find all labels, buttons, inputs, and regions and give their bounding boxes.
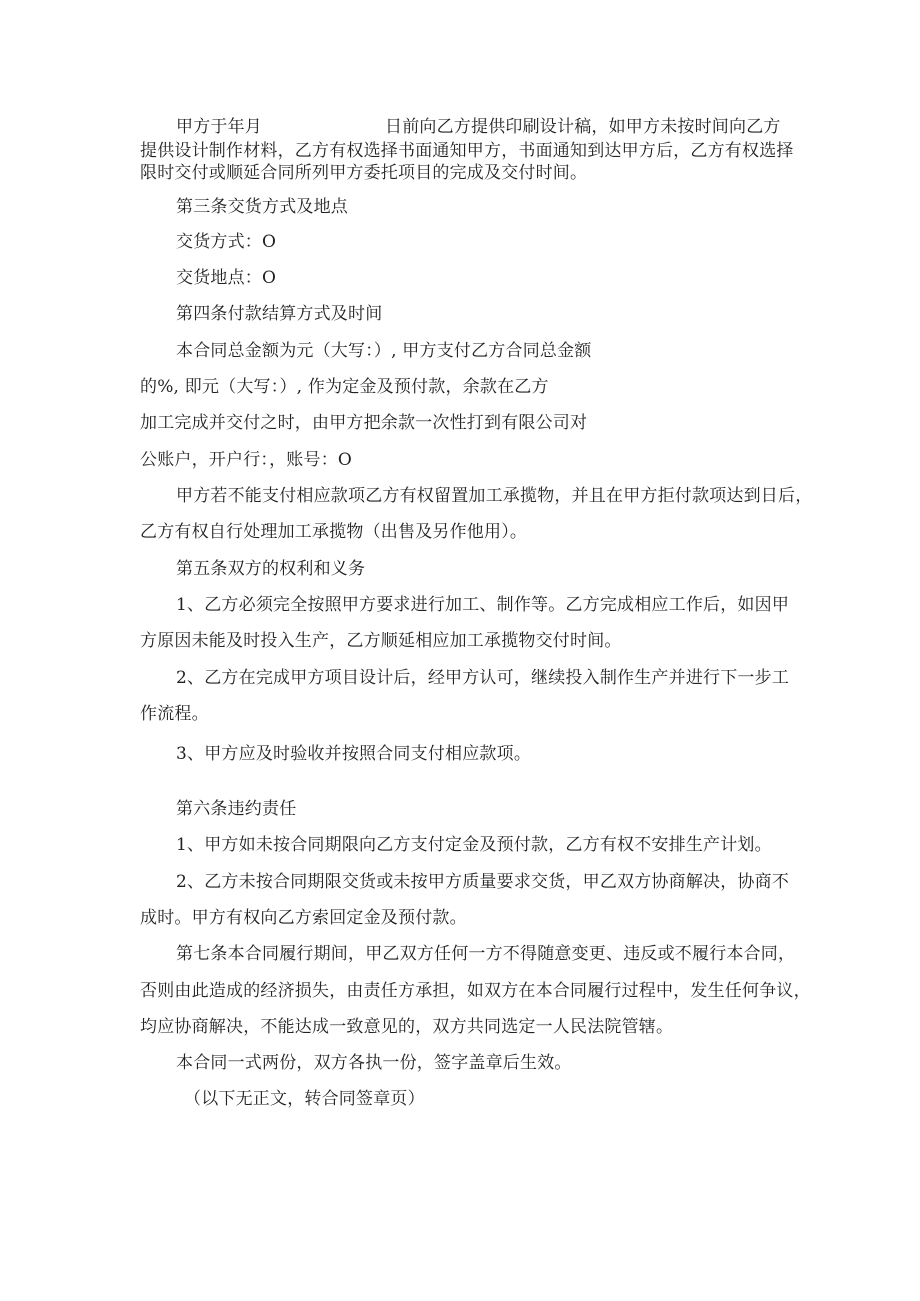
rights-item-2-line-1: 2、乙方在完成甲方项目设计后，经甲方认可，继续投入制作生产并进行下一步工 <box>176 668 790 688</box>
liability-item-2-line-2: 成时。甲方有权向乙方索回定金及预付款。 <box>140 908 467 928</box>
liability-item-1: 1、甲方如未按合同期限向乙方支付定金及预付款，乙方有权不安排生产计划。 <box>176 835 772 855</box>
paragraph-delivery-line-1a: 甲方于年月 <box>176 117 262 137</box>
delivery-place: 交货地点：O <box>176 268 277 288</box>
payment-line-5: 甲方若不能支付相应款项乙方有权留置加工承揽物，并且在甲方拒付款项达到日后， <box>176 486 813 506</box>
rights-item-3: 3、甲方应及时验收并按照合同支付相应款项。 <box>176 744 532 764</box>
article-5-title: 第五条双方的权利和义务 <box>176 559 366 579</box>
no-further-text-note: （以下无正文，转合同签章页） <box>184 1089 425 1109</box>
copies-clause: 本合同一式两份，双方各执一份，签字盖章后生效。 <box>176 1053 572 1073</box>
article-4-title: 第四条付款结算方式及时间 <box>176 304 383 324</box>
payment-line-4: 公账户，开户行：，账号：O <box>140 450 353 470</box>
paragraph-delivery-line-2: 提供设计制作材料，乙方有权选择书面通知甲方，书面通知到达甲方后，乙方有权选择 <box>140 141 794 161</box>
payment-line-6: 乙方有权自行处理加工承揽物（出售及另作他用）。 <box>140 522 528 542</box>
article-7-line-1: 第七条本合同履行期间，甲乙双方任何一方不得随意变更、违反或不履行本合同， <box>176 944 796 964</box>
article-7-line-3: 均应协商解决，不能达成一致意见的，双方共同选定一人民法院管辖。 <box>140 1017 674 1037</box>
payment-line-2: 的%, 即元（大写：）, 作为定金及预付款，余款在乙方 <box>140 377 549 397</box>
payment-line-3: 加工完成并交付之时，由甲方把余款一次性打到有限公司对 <box>140 413 588 433</box>
article-7-line-2: 否则由此造成的经济损失，由责任方承担，如双方在本合同履行过程中，发生任何争议， <box>140 981 811 1001</box>
paragraph-delivery-line-3: 限时交付或顺延合同所列甲方委托项目的完成及交付时间。 <box>140 163 588 183</box>
paragraph-delivery-line-1b: 日前向乙方提供印刷设计稿，如甲方未按时间向乙方 <box>385 117 781 137</box>
payment-line-1: 本合同总金额为元（大写：）, 甲方支付乙方合同总金额 <box>176 341 592 361</box>
delivery-method: 交货方式：O <box>176 232 277 252</box>
article-6-title: 第六条违约责任 <box>176 799 297 819</box>
rights-item-1-line-2: 方原因未能及时投入生产，乙方顺延相应加工承揽物交付时间。 <box>140 631 622 651</box>
rights-item-2-line-2: 作流程。 <box>140 704 209 724</box>
liability-item-2-line-1: 2、乙方未按合同期限交货或未按甲方质量要求交货，甲乙双方协商解决，协商不 <box>176 872 790 892</box>
rights-item-1-line-1: 1、乙方必须完全按照甲方要求进行加工、制作等。乙方完成相应工作后，如因甲 <box>176 595 790 615</box>
article-3-title: 第三条交货方式及地点 <box>176 197 348 217</box>
